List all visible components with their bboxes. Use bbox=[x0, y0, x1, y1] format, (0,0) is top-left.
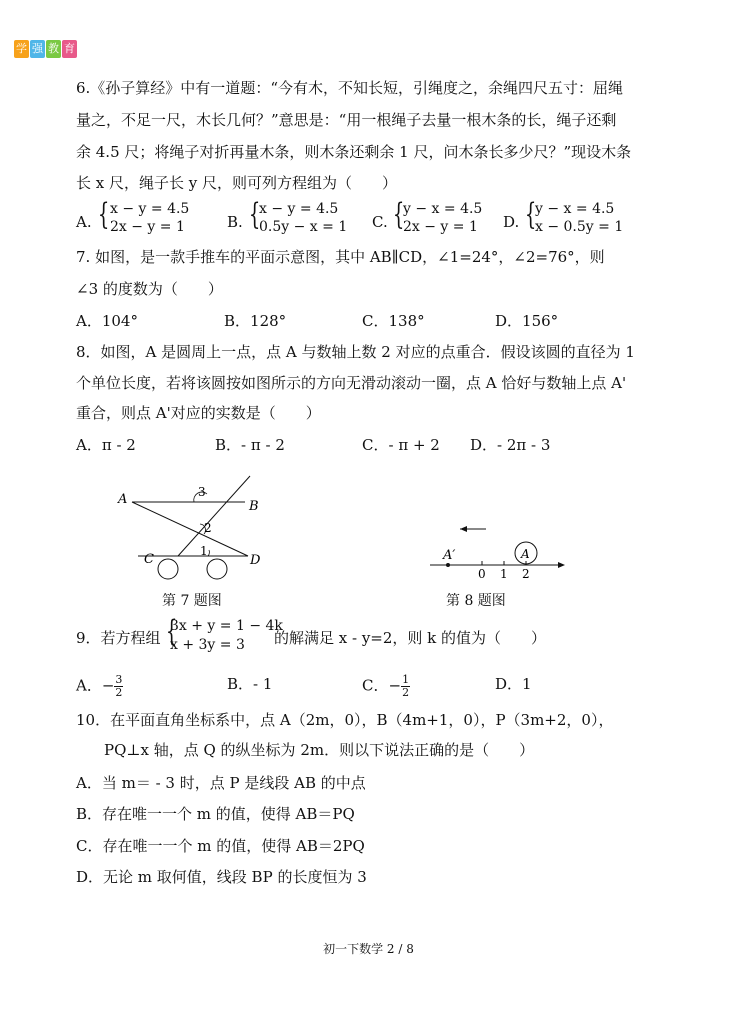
q7-text-line: ∠3 的度数为（ ） bbox=[76, 280, 223, 298]
q6-text-line: 长 x 尺，绳子长 y 尺，则可列方程组为（ ） bbox=[76, 174, 398, 192]
arrow-left-icon bbox=[460, 526, 467, 532]
tick-label-0: 0 bbox=[478, 567, 486, 581]
numerator: 1 bbox=[402, 673, 410, 686]
logo-char: 育 bbox=[62, 40, 77, 58]
fraction bbox=[401, 674, 410, 699]
q9-option-d[interactable] bbox=[495, 674, 532, 694]
label-d: D bbox=[250, 553, 261, 568]
q8-text-line: 重合，则点 A'对应的实数是（ ） bbox=[76, 404, 321, 422]
q7-text-line: 7. 如图，是一款手推车的平面示意图，其中 AB∥CD，∠1=24°，∠2=76°，则 bbox=[76, 248, 605, 266]
q10-text-line: PQ⊥x 轴，点 Q 的纵坐标为 2m．则以下说法正确的是（ ） bbox=[104, 741, 535, 759]
q10-text-line: 10．在平面直角坐标系中，点 A（2m，0），B（4m+1，0），P（3m+2，0）， bbox=[76, 711, 614, 729]
denominator: 2 bbox=[402, 686, 410, 699]
q7-option-d[interactable]: D．156° bbox=[495, 312, 559, 330]
q9-equation-2: x + 3y = 3 bbox=[170, 637, 245, 653]
option-label: A. bbox=[76, 213, 92, 231]
option-label: C． bbox=[362, 676, 389, 695]
q9-suffix: 的解满足 x - y=2，则 k 的值为（ ） bbox=[274, 629, 547, 647]
q8-text-line: 个单位长度，若将该圆按如图所示的方向无滑动滚动一圈，点 A 恰好与数轴上点 A' bbox=[76, 374, 627, 392]
push-handle-line bbox=[178, 476, 250, 556]
option-label: C. bbox=[372, 213, 388, 231]
q9-option-c[interactable] bbox=[362, 674, 410, 699]
equation: x − y = 4.5 bbox=[110, 201, 190, 217]
equation: x − y = 4.5 bbox=[259, 201, 339, 217]
brace-icon: { bbox=[248, 197, 261, 232]
wheel-left bbox=[158, 559, 178, 579]
logo-char: 学 bbox=[14, 40, 29, 58]
figure-7-cart-diagram bbox=[110, 472, 280, 584]
option-label: A． bbox=[76, 676, 102, 695]
page-footer: 初一下数学 2 / 8 bbox=[323, 942, 414, 956]
brace-icon: { bbox=[392, 197, 405, 232]
q8-text-line: 8．如图，A 是圆周上一点，点 A 与数轴上数 2 对应的点重合．假设该圆的直径为 1 bbox=[76, 343, 635, 361]
option-value: - 1 bbox=[253, 675, 273, 693]
option-label: B． bbox=[227, 675, 254, 693]
option-label: B. bbox=[227, 213, 243, 231]
q6-text-line: 余 4.5 尺；将绳子对折再量木条，则木条还剩余 1 尺，问木条长多少尺？”现设木条 bbox=[76, 143, 632, 161]
angle-1-arc bbox=[208, 550, 209, 556]
q8-option-c[interactable]: C．- π + 2 bbox=[362, 436, 440, 454]
q6-text-line: 量之，不足一尺，木长几何？”意思是：“用一根绳子去量一根木条的长，绳子还剩 bbox=[76, 111, 617, 129]
equation: y − x = 4.5 bbox=[535, 201, 615, 217]
q10-option-c[interactable]: C．存在唯一一个 m 的值，使得 AB＝2PQ bbox=[76, 837, 365, 855]
equation: y − x = 4.5 bbox=[403, 201, 483, 217]
line-ad bbox=[132, 502, 248, 556]
brace-icon: { bbox=[524, 197, 537, 232]
fraction bbox=[114, 674, 123, 699]
label-a: A bbox=[118, 492, 128, 507]
brace-icon: { bbox=[97, 197, 110, 232]
point-a-prime bbox=[446, 563, 450, 567]
q10-option-d[interactable]: D．无论 m 取何值，线段 BP 的长度恒为 3 bbox=[76, 868, 367, 886]
arrow-right-icon bbox=[558, 562, 565, 568]
q8-option-d[interactable]: D．- 2π - 3 bbox=[470, 436, 551, 454]
angle-3-label: 3 bbox=[198, 485, 206, 499]
q6-text-line: 6.《孙子算经》中有一道题：“今有木，不知长短，引绳度之，余绳四尺五寸：屈绳 bbox=[76, 79, 623, 97]
numerator: 3 bbox=[115, 673, 123, 686]
equation: 2x − y = 1 bbox=[110, 219, 185, 235]
equation: 2x − y = 1 bbox=[403, 219, 478, 235]
q7-option-a[interactable]: A．104° bbox=[76, 312, 138, 330]
denominator: 2 bbox=[115, 686, 123, 699]
figure-7-caption: 第 7 题图 bbox=[162, 593, 222, 609]
q9-option-a[interactable] bbox=[76, 674, 123, 699]
minus-sign: − bbox=[388, 676, 402, 695]
label-c: C bbox=[144, 552, 154, 567]
equation: 0.5y − x = 1 bbox=[259, 219, 348, 235]
label-a-prime: A′ bbox=[443, 548, 456, 563]
wheel-right bbox=[207, 559, 227, 579]
logo-char: 教 bbox=[46, 40, 61, 58]
option-label: D． bbox=[495, 675, 523, 693]
brand-logo bbox=[14, 40, 78, 60]
q7-option-b[interactable]: B．128° bbox=[224, 312, 287, 330]
figure-8-number-line bbox=[425, 518, 570, 583]
angle-1-label: 1 bbox=[200, 544, 208, 558]
q9-equation-1: 3x + y = 1 − 4k bbox=[170, 618, 283, 634]
q7-option-c[interactable]: C．138° bbox=[362, 312, 425, 330]
q8-option-b[interactable]: B．- π - 2 bbox=[215, 436, 285, 454]
logo-char: 强 bbox=[30, 40, 45, 58]
figure-8-caption: 第 8 题图 bbox=[446, 593, 506, 609]
circle-label-a: A bbox=[521, 547, 530, 561]
equation: x − 0.5y = 1 bbox=[535, 219, 624, 235]
option-value: 1 bbox=[522, 675, 532, 693]
option-label: D. bbox=[503, 213, 520, 231]
q10-option-a[interactable]: A．当 m＝ - 3 时，点 P 是线段 AB 的中点 bbox=[76, 774, 366, 792]
q10-option-b[interactable]: B．存在唯一一个 m 的值，使得 AB＝PQ bbox=[76, 805, 355, 823]
tick-label-2: 2 bbox=[522, 567, 530, 581]
q9-prefix: 9．若方程组 bbox=[76, 629, 161, 647]
q9-option-b[interactable] bbox=[227, 674, 272, 694]
tick-label-1: 1 bbox=[500, 567, 508, 581]
angle-2-label: 2 bbox=[204, 521, 212, 535]
minus-sign: − bbox=[101, 676, 115, 695]
brace-icon: { bbox=[165, 614, 178, 649]
label-b: B bbox=[249, 499, 259, 514]
q8-option-a[interactable]: A．π - 2 bbox=[76, 436, 136, 454]
